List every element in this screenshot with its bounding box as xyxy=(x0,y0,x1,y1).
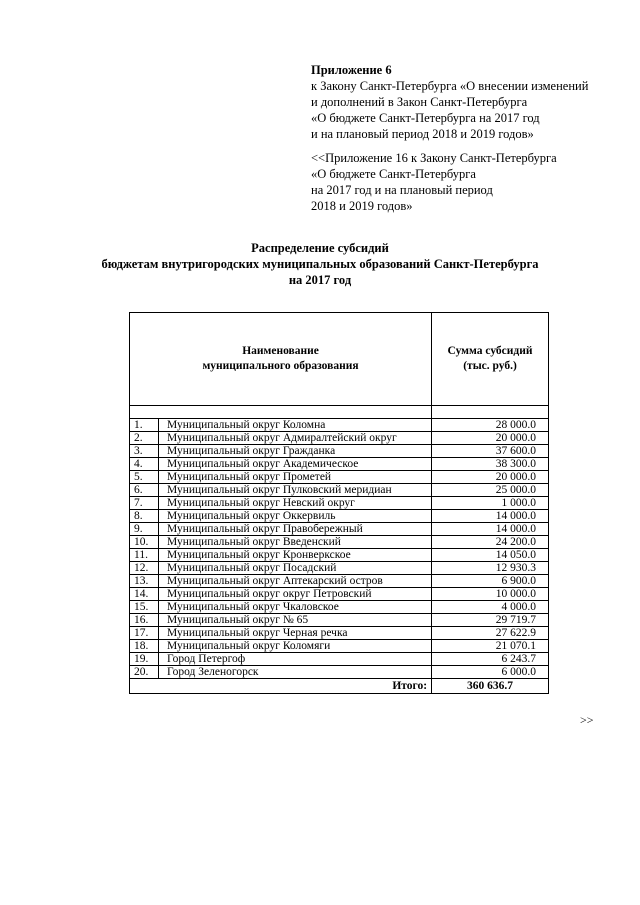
row-number: 3. xyxy=(130,445,159,457)
appendix-title: Приложение 6 xyxy=(311,63,392,77)
table-row xyxy=(130,497,549,510)
table-row xyxy=(130,562,549,575)
subsidy-amount: 29 719.7 xyxy=(432,614,549,627)
subsidy-amount: 14 000.0 xyxy=(432,523,549,536)
document-title xyxy=(100,240,540,288)
row-number: 2. xyxy=(130,432,159,444)
table-row xyxy=(130,575,549,588)
municipality-name: Муниципальный округ Кронверкское xyxy=(167,549,351,561)
appendix-header-line: и дополнений в Закон Санкт-Петербурга xyxy=(311,95,528,109)
table-row xyxy=(130,432,549,445)
subsidy-amount: 6 000.0 xyxy=(432,666,549,679)
subsidy-amount: 38 300.0 xyxy=(432,458,549,471)
table-row xyxy=(130,419,549,432)
municipality-cell xyxy=(130,523,432,536)
total-row xyxy=(130,679,549,694)
table-row xyxy=(130,653,549,666)
table-row xyxy=(130,458,549,471)
table-header-row xyxy=(130,313,549,406)
subsidy-amount: 12 930.3 xyxy=(432,562,549,575)
row-number: 10. xyxy=(130,536,159,548)
total-label: Итого: xyxy=(130,679,432,694)
municipality-name: Город Петергоф xyxy=(167,653,246,665)
municipality-name: Муниципальный округ № 65 xyxy=(167,614,309,626)
table-row xyxy=(130,666,549,679)
municipality-cell xyxy=(130,627,432,640)
municipality-name: Муниципальный округ Прометей xyxy=(167,471,332,483)
subsidy-amount: 20 000.0 xyxy=(432,471,549,484)
municipality-cell xyxy=(130,575,432,588)
municipality-cell xyxy=(130,432,432,445)
table-row xyxy=(130,536,549,549)
row-number: 7. xyxy=(130,497,159,509)
municipality-name: Муниципальный округ Посадский xyxy=(167,562,337,574)
municipality-name: Муниципальный округ Невский округ xyxy=(167,497,355,509)
municipality-name: Муниципальный округ Коломна xyxy=(167,419,326,431)
subsidy-amount: 14 050.0 xyxy=(432,549,549,562)
subsidy-amount: 14 000.0 xyxy=(432,510,549,523)
municipality-name: Муниципальный округ округ Петровский xyxy=(167,588,372,600)
table-row xyxy=(130,510,549,523)
document-title-line: Распределение субсидий xyxy=(251,241,389,255)
name-header-line: муниципального образования xyxy=(202,360,359,372)
municipality-cell xyxy=(130,536,432,549)
reference-line: на 2017 год и на плановый период xyxy=(311,183,493,197)
municipality-name: Муниципальный округ Коломяги xyxy=(167,640,331,652)
table-spacer-row xyxy=(130,406,549,419)
subsidy-amount: 24 200.0 xyxy=(432,536,549,549)
total-value: 360 636.7 xyxy=(432,679,549,694)
municipality-cell xyxy=(130,588,432,601)
continuation-mark: >> xyxy=(580,713,594,727)
subsidy-amount: 20 000.0 xyxy=(432,432,549,445)
row-number: 15. xyxy=(130,601,159,613)
municipality-name: Муниципальный округ Чкаловское xyxy=(167,601,339,613)
subsidy-amount: 4 000.0 xyxy=(432,601,549,614)
appendix-header-line: к Закону Санкт-Петербурга «О внесении изменений xyxy=(311,79,589,93)
subsidy-amount: 10 000.0 xyxy=(432,588,549,601)
subsidy-amount: 6 900.0 xyxy=(432,575,549,588)
municipality-name: Муниципальный округ Введенский xyxy=(167,536,341,548)
row-number: 16. xyxy=(130,614,159,626)
municipality-name: Муниципальный округ Аптекарский остров xyxy=(167,575,383,587)
row-number: 20. xyxy=(130,666,159,678)
reference-line: «О бюджете Санкт-Петербурга xyxy=(311,167,476,181)
appendix-header-line: «О бюджете Санкт-Петербурга на 2017 год xyxy=(311,111,540,125)
row-number: 14. xyxy=(130,588,159,600)
table-row xyxy=(130,588,549,601)
sum-header-line: (тыс. руб.) xyxy=(463,360,517,372)
municipality-cell xyxy=(130,601,432,614)
row-number: 19. xyxy=(130,653,159,665)
appendix-header xyxy=(311,62,631,142)
municipality-cell xyxy=(130,666,432,679)
table-row xyxy=(130,549,549,562)
reference-line: 2018 и 2019 годов» xyxy=(311,199,413,213)
table-row xyxy=(130,627,549,640)
municipality-cell xyxy=(130,653,432,666)
row-number: 4. xyxy=(130,458,159,470)
row-number: 17. xyxy=(130,627,159,639)
sum-column-header xyxy=(432,313,549,406)
table-row xyxy=(130,471,549,484)
municipality-name: Муниципальный округ Гражданка xyxy=(167,445,336,457)
document-title-line: бюджетам внутригородских муниципальных образований Санкт-Петербурга xyxy=(101,257,539,271)
row-number: 6. xyxy=(130,484,159,496)
appendix-header-line: и на плановый период 2018 и 2019 годов» xyxy=(311,127,534,141)
row-number: 18. xyxy=(130,640,159,652)
municipality-cell xyxy=(130,614,432,627)
municipality-cell xyxy=(130,562,432,575)
municipality-name: Муниципальный округ Пулковский меридиан xyxy=(167,484,392,496)
municipality-name: Муниципальный округ Академическое xyxy=(167,458,359,470)
subsidy-amount: 6 243.7 xyxy=(432,653,549,666)
subsidy-amount: 25 000.0 xyxy=(432,484,549,497)
municipality-name: Муниципальный округ Правобережный xyxy=(167,523,363,535)
municipality-cell xyxy=(130,549,432,562)
table-row xyxy=(130,445,549,458)
municipality-cell xyxy=(130,458,432,471)
subsidy-table xyxy=(129,312,549,694)
reference-line: <<Приложение 16 к Закону Санкт-Петербурга xyxy=(311,151,557,165)
municipality-cell xyxy=(130,497,432,510)
subsidy-amount: 1 000.0 xyxy=(432,497,549,510)
row-number: 5. xyxy=(130,471,159,483)
table-row xyxy=(130,640,549,653)
municipality-cell xyxy=(130,445,432,458)
municipality-name: Муниципальный округ Оккервиль xyxy=(167,510,336,522)
document-title-line: на 2017 год xyxy=(288,273,352,287)
name-header-line: Наименование xyxy=(242,345,319,357)
row-number: 1. xyxy=(130,419,159,431)
municipality-name: Город Зеленогорск xyxy=(167,666,259,678)
sum-header-line: Сумма субсидий xyxy=(447,345,533,357)
subsidy-amount: 28 000.0 xyxy=(432,419,549,432)
table-row xyxy=(130,523,549,536)
name-column-header xyxy=(130,313,432,406)
row-number: 8. xyxy=(130,510,159,522)
subsidy-amount: 27 622.9 xyxy=(432,627,549,640)
municipality-cell xyxy=(130,471,432,484)
municipality-cell xyxy=(130,484,432,497)
table-row xyxy=(130,484,549,497)
subsidy-amount: 21 070.1 xyxy=(432,640,549,653)
table-body xyxy=(130,406,549,679)
municipality-cell xyxy=(130,640,432,653)
row-number: 12. xyxy=(130,562,159,574)
row-number: 9. xyxy=(130,523,159,535)
table-row xyxy=(130,601,549,614)
row-number: 13. xyxy=(130,575,159,587)
municipality-name: Муниципальный округ Черная речка xyxy=(167,627,348,639)
row-number: 11. xyxy=(130,549,159,561)
municipality-cell xyxy=(130,419,432,432)
municipality-name: Муниципальный округ Адмиралтейский округ xyxy=(167,432,397,444)
subsidy-amount: 37 600.0 xyxy=(432,445,549,458)
municipality-cell xyxy=(130,510,432,523)
reference-block xyxy=(311,150,631,214)
table-row xyxy=(130,614,549,627)
